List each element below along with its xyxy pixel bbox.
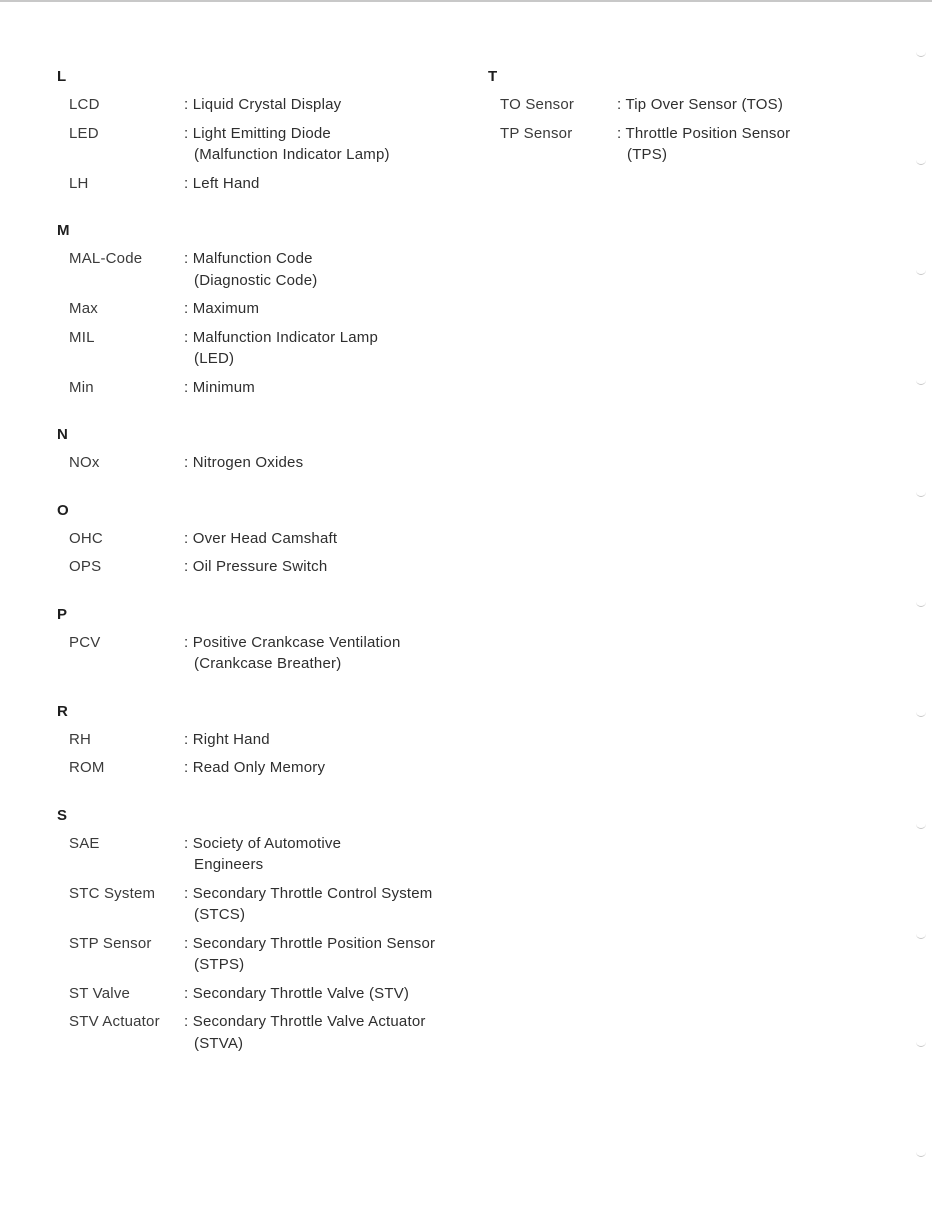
glossary-section	[57, 606, 477, 675]
glossary-entry	[57, 123, 477, 166]
glossary-term: ROM	[69, 759, 105, 776]
glossary-section	[57, 426, 477, 474]
glossary-section	[57, 807, 477, 1055]
glossary-entry	[57, 632, 477, 675]
glossary-entry	[57, 729, 477, 751]
glossary-term: OPS	[69, 558, 102, 575]
binder-hole-mark	[916, 158, 926, 165]
definition-line: : Read Only Memory	[184, 759, 326, 776]
definition-line: (Malfunction Indicator Lamp)	[194, 146, 390, 163]
definition-line: (STVA)	[194, 1034, 244, 1052]
glossary-definition	[184, 933, 477, 976]
binder-hole-mark	[916, 50, 926, 57]
definition-line: (LED)	[194, 350, 235, 367]
glossary-term: STP Sensor	[69, 934, 152, 952]
glossary-term: LH	[69, 174, 89, 192]
glossary-definition	[184, 94, 477, 116]
glossary-term: OHC	[69, 529, 103, 547]
glossary-entry	[57, 327, 477, 370]
glossary-definition	[184, 757, 477, 779]
definition-line: : Left Hand	[184, 174, 260, 192]
definition-line: : Malfunction Code	[184, 250, 313, 267]
glossary-entry	[57, 298, 477, 320]
glossary-section	[57, 502, 477, 578]
glossary-entry	[57, 452, 477, 474]
glossary-entry	[57, 556, 477, 578]
glossary-term: LED	[69, 124, 99, 142]
glossary-entry	[57, 833, 477, 876]
glossary-entry	[57, 757, 477, 779]
glossary-entry	[57, 933, 477, 976]
glossary-entry	[57, 883, 477, 926]
glossary-section	[57, 703, 477, 779]
binder-hole-mark	[916, 710, 926, 717]
binder-hole-mark	[916, 268, 926, 275]
definition-line: : Light Emitting Diode	[184, 124, 331, 142]
binder-hole-mark	[916, 822, 926, 829]
glossary-term: TP Sensor	[500, 124, 573, 142]
glossary-term: MIL	[69, 328, 95, 346]
glossary-term: Min	[69, 378, 94, 396]
definition-line: : Oil Pressure Switch	[184, 558, 328, 575]
binder-hole-mark	[916, 1150, 926, 1157]
glossary-definition	[184, 1011, 477, 1054]
definition-line: (STCS)	[194, 906, 246, 923]
glossary-section	[57, 222, 477, 398]
definition-line: (Crankcase Breather)	[194, 655, 342, 672]
section-letter: T	[488, 68, 498, 85]
definition-line: : Liquid Crystal Display	[184, 96, 342, 113]
glossary-definition	[184, 632, 477, 675]
definition-line: : Right Hand	[184, 730, 270, 748]
glossary-definition	[184, 248, 477, 291]
section-letter: S	[57, 806, 68, 824]
glossary-term: STC System	[69, 884, 156, 902]
section-letter: P	[57, 605, 68, 623]
definition-line: (Diagnostic Code)	[194, 271, 318, 289]
definition-line: : Society of Automotive	[184, 834, 342, 852]
definition-line: : Malfunction Indicator Lamp	[184, 328, 379, 346]
definition-line: : Secondary Throttle Position Sensor	[184, 934, 436, 952]
glossary-definition	[617, 94, 868, 116]
glossary-term: MAL-Code	[69, 250, 143, 267]
binder-hole-mark	[916, 600, 926, 607]
glossary-entry	[57, 1011, 477, 1054]
glossary-term: RH	[69, 730, 92, 748]
section-letter: N	[57, 426, 68, 443]
glossary-term: NOx	[69, 454, 100, 471]
glossary-definition	[184, 883, 477, 926]
binder-hole-mark	[916, 932, 926, 939]
glossary-definition	[184, 833, 477, 876]
glossary-entry	[488, 94, 868, 116]
glossary-definition	[184, 556, 477, 578]
glossary-definition	[184, 377, 477, 399]
glossary-entry	[488, 123, 868, 166]
section-letter: R	[57, 702, 68, 720]
definition-line: : Nitrogen Oxides	[184, 454, 304, 471]
binder-hole-mark	[916, 1040, 926, 1047]
glossary-term: TO Sensor	[500, 96, 575, 113]
glossary-entry	[57, 983, 477, 1005]
glossary-entry	[57, 173, 477, 195]
definition-line: : Secondary Throttle Valve (STV)	[184, 984, 410, 1002]
glossary-entry	[57, 528, 477, 550]
glossary-right-column	[488, 68, 868, 194]
glossary-definition	[617, 123, 868, 166]
glossary-term: STV Actuator	[69, 1013, 160, 1030]
definition-line: : Tip Over Sensor (TOS)	[617, 96, 784, 113]
section-letter: L	[57, 68, 67, 85]
glossary-definition	[184, 983, 477, 1005]
definition-line: : Throttle Position Sensor	[617, 124, 791, 142]
definition-line: : Secondary Throttle Valve Actuator	[184, 1013, 426, 1030]
definition-line: : Over Head Camshaft	[184, 529, 338, 547]
definition-line: : Positive Crankcase Ventilation	[184, 633, 401, 651]
glossary-term: PCV	[69, 633, 101, 651]
glossary-entry	[57, 248, 477, 291]
definition-line: (TPS)	[627, 146, 668, 163]
glossary-definition	[184, 123, 477, 166]
definition-line: Engineers	[194, 856, 264, 873]
glossary-definition	[184, 729, 477, 751]
glossary-term: ST Valve	[69, 984, 131, 1002]
definition-line: (STPS)	[194, 956, 245, 973]
binder-hole-mark	[916, 490, 926, 497]
glossary-definition	[184, 327, 477, 370]
page-top-rule	[0, 0, 932, 2]
glossary-term: LCD	[69, 96, 100, 113]
section-letter: O	[57, 501, 69, 519]
definition-line: : Secondary Throttle Control System	[184, 884, 433, 902]
glossary-definition	[184, 173, 477, 195]
glossary-entry	[57, 94, 477, 116]
binder-hole-mark	[916, 378, 926, 385]
glossary-left-column	[57, 68, 477, 1082]
glossary-section	[57, 68, 477, 194]
glossary-term: SAE	[69, 834, 100, 852]
glossary-term: Max	[69, 300, 98, 317]
definition-line: : Maximum	[184, 300, 260, 317]
definition-line: : Minimum	[184, 378, 255, 396]
section-letter: M	[57, 222, 70, 239]
glossary-definition	[184, 298, 477, 320]
glossary-entry	[57, 377, 477, 399]
glossary-definition	[184, 528, 477, 550]
glossary-definition	[184, 452, 477, 474]
glossary-section	[488, 68, 868, 166]
